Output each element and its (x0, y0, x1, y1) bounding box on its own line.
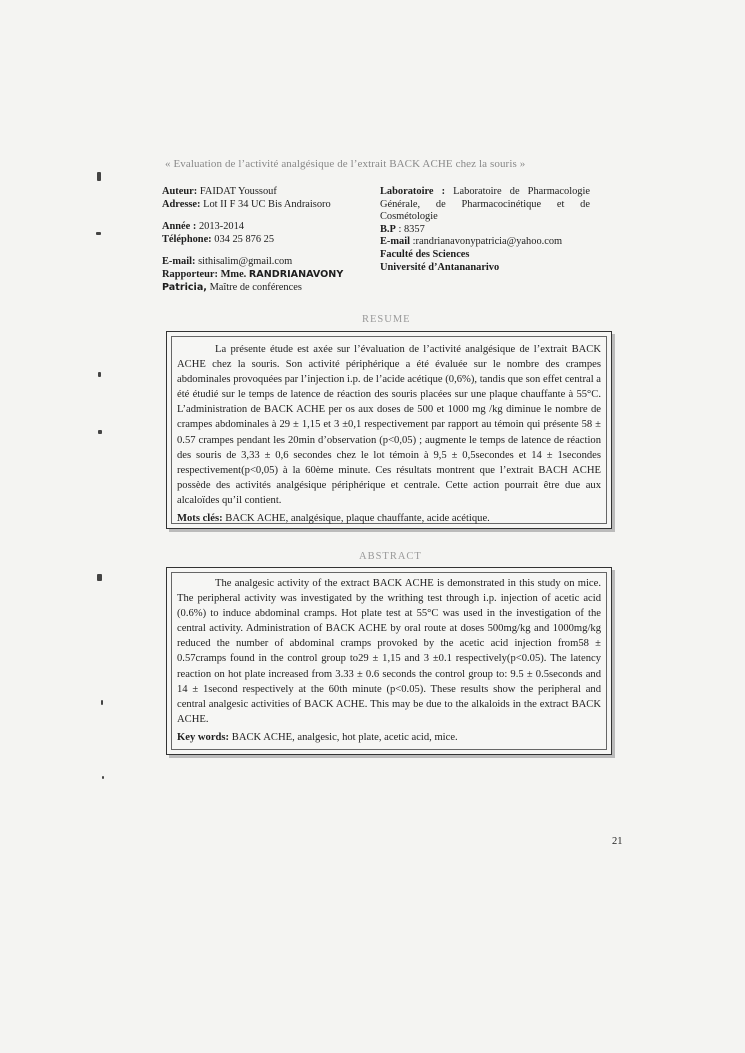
resume-content (177, 342, 601, 526)
author-info (162, 186, 367, 294)
lab-email-value: :randrianavonypatricia@yahoo.com (412, 236, 563, 248)
lab-value: Laboratoire de Pharmacologie Générale, de Pharmacocinétique et de Cosmétologie (380, 186, 590, 223)
scan-speck (102, 776, 104, 779)
university: Université d’Antananarivo (380, 261, 500, 273)
address-value: Lot II F 34 UC Bis Andraisoro (203, 198, 331, 210)
page-number: 21 (612, 836, 623, 847)
abstract-box (166, 567, 612, 755)
abstract-content (177, 576, 601, 745)
rapporteur-name: RANDRIANAVONY (248, 268, 344, 280)
resume-keywords-label: Mots clés: (177, 513, 223, 525)
scan-speck (98, 372, 101, 377)
abstract-keywords-value: BACK ACHE, analgesic, hot plate, acetic acid, mice. (231, 731, 458, 743)
rapporteur-label: Rapporteur: (162, 268, 218, 280)
lab-label: Laboratoire : (380, 186, 446, 197)
resume-heading: RESUME (362, 314, 411, 325)
author-email-label: E-mail: (162, 256, 196, 268)
year-label: Année : (162, 221, 197, 233)
author-email-value: sithisalim@gmail.com (198, 256, 293, 268)
resume-keywords-value: BACK ACHE, analgésique, plaque chauffante, acide acétique. (225, 513, 490, 525)
rapporteur-title: Mme. (220, 268, 247, 280)
author-value: FAIDAT Youssouf (199, 186, 277, 197)
scan-speck (96, 232, 101, 235)
bp-label: B.P (380, 223, 396, 235)
document-title: « Evaluation de l’activité analgésique de l’extrait BACK ACHE chez la souris » (165, 158, 526, 170)
phone-label: Téléphone: (162, 233, 212, 245)
year-value: 2013-2014 (198, 221, 244, 233)
lab-email-label: E-mail (380, 236, 411, 248)
abstract-keywords (177, 730, 601, 745)
address-label: Adresse: (162, 198, 201, 210)
resume-keywords (177, 511, 601, 526)
abstract-keywords-label: Key words: (177, 731, 230, 743)
scan-speck (101, 700, 103, 705)
abstract-body: The analgesic activity of the extract BACK ACHE is demonstrated in this study on mice. The peripheral activity was investigated by the writhing test through i.p. injection of acetic acid (0.6%) to induce abdominal cramps. Hot plate test at 55°C was used in the investigation of the central activity. Administration of BACK ACHE by oral route at doses 500mg/kg and 1000mg/kg reduced the number of abdominal cramps provoked by the acetic acid injection from58 ± 0.57cramps found in the control group to29 ± 1,15 and 3 ±0.1 respectively(p<0.05). The latency reaction on hot plate increased from 3.33 ± 0.6 seconds the control group to: 9.5 ± 0.5seconds and 14 ± 1second respectively at the 60th minute (p<0.05). These results show the peripheral and central analgesic activities of BACK ACHE. This may be due to the alkaloids in the extract BACK ACHE. (177, 578, 601, 725)
rapporteur-role: Maître de conférences (209, 281, 302, 293)
author-label: Auteur: (162, 186, 198, 197)
abstract-heading: ABSTRACT (359, 551, 422, 562)
rapporteur-first-name: Patricia, (162, 281, 207, 293)
phone-value: 034 25 876 25 (214, 233, 275, 245)
resume-box (166, 331, 612, 529)
faculty: Faculté des Sciences (380, 248, 470, 260)
scan-speck (98, 430, 102, 434)
bp-value: : 8357 (398, 223, 425, 235)
scan-speck (97, 574, 102, 581)
scan-speck (97, 172, 101, 181)
lab-info (380, 186, 590, 274)
resume-body: La présente étude est axée sur l’évaluation de l’activité analgésique de l’extrait BACK ACHE chez la souris. Son activité périphérique a été évaluée sur le nombre des crampes abdominales provoquées par l’injection i.p. de l’acide acétique (0,6%), tandis que son effet central a été étudié sur le temps de latence de réaction des souris placées sur une plaque chauffante à 55°C. L’administration de BACK ACHE per os aux doses de 500 et 1000 mg /kg diminue le nombre de crampes abdominales à 29 ± 1,15 et 3 ±0,1 respectivement par rapport au témoin qui présente 58 ± 0.57 crampes pendant les 20min d’observation (p<0,05) ; augmente le temps de latence de réaction des souris de 3,33 ± 0,6 secondes chez le lot témoin à 9,5 ± 0,5secondes et 14 ± 1secondes respectivement(p<0,05) à la 60ème minute. Ces résultats montrent que l’extrait BACH ACHE possède des activités analgésique périphérique et centrale. Cette action pourrait être due aux alcaloïdes qu’il contient. (177, 344, 601, 506)
